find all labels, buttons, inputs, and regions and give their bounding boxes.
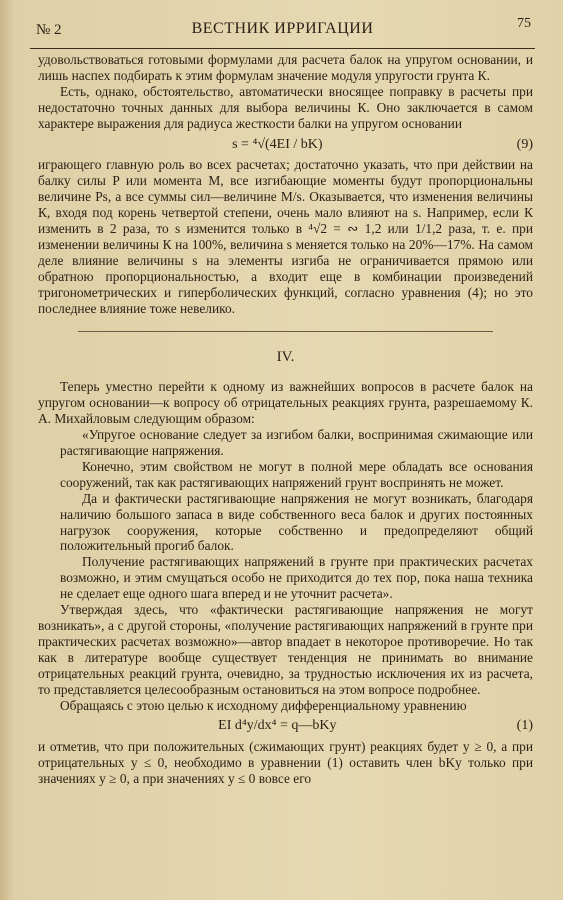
quote-paragraph: Да и фактически растягивающие напряжения не могут возникать, благодаря наличию большого запаса в виде собственного веса балок и других постоянных нагрузок сооружения, которые собственно и предопределяют общий положительный прогиб балок. — [60, 490, 533, 554]
paragraph: Теперь уместно перейти к одному из важнейших вопросов в расчете балок на упругом основании—к вопросу об отрицательных реакциях грунта, разрешаемому К. А. Михайловым следующим образом: — [38, 379, 533, 427]
paragraph: играющего главную роль во всех расчетах; достаточно указать, что при действии на балку силы P или момента M, все изгибающие моменты будут пропорциональны величине Ps, а все суммы сил—величине M/s. Оказывается, что изменения величины К, входя под корень четвертой степени, очень мало влияют на s. Например, если К изменить в 2 раза, то s изменится только в ⁴√2 = ∾ 1,2 или 1/1,2 раза, т. е. при изменении величины К на 100%, величина s меняется только на 20%—17%. На самом деле влияние величины s на элементы изгиба не ограничивается прямою или обратною пропорциональностью, а входит еще в комбинации произведений тригонометрических и гиперболических функций, согласно уравнения (4); но это последнее влияние тоже невелико. — [38, 157, 533, 316]
journal-title: ВЕСТНИК ИРРИГАЦИИ — [191, 20, 374, 37]
header-rule — [30, 48, 535, 49]
paragraph: Обращаясь с этою целью к исходному дифференциальному уравнению — [60, 697, 467, 713]
issue-number: № 2 — [36, 22, 62, 38]
quote-paragraph: Получение растягивающих напряжений в грунте при практических расчетах возможно, и этим смущаться особо не приходится до тех пор, пока наша техника не сделает еще одного шага вперед и не уточнит расчета». — [60, 554, 533, 602]
paragraph: удовольствоваться готовыми формулами для расчета балок на упругом основании, и лишь наспех подбирать к этим формулам значение модуля упругости грунта К. — [38, 52, 533, 83]
quote-paragraph: «Упругое основание следует за изгибом балки, воспринимая сжимающие или растягивающие напряжения. — [60, 427, 533, 459]
formula-number: (1) — [516, 718, 533, 734]
paragraph: Утверждая здесь, что «фактически растягивающие напряжения не могут возникать», а с другой стороны, «получение растягивающих напряжений в грунте при практических расчетах возможно»—автор впадает в некоторое противоречие. Но так как в литературе вообще существует тенденция не принимать во внимание отрицательных реакций грунта, очевидно, за трудностью исключения их из расчета, то представляется целесообразным остановиться на этом вопросе подробнее. — [38, 602, 533, 697]
page-number: 75 — [517, 16, 531, 31]
paragraph: и отметив, что при положительных (сжимающих грунт) реакциях будет y ≥ 0, а при отрицательных y ≤ 0, необходимо в уравнении (1) оставить член bKy только при значениях y ≥ 0, а при значениях y ≤ 0 вовсе его — [38, 739, 533, 787]
quote-paragraph: Конечно, этим свойством не могут в полной мере обладать все основания сооружений, так как растягивающих напряжений грунт воспринять не может. — [60, 458, 533, 490]
section-heading: IV. — [276, 348, 295, 365]
page-header — [30, 12, 535, 40]
formula-1 — [38, 718, 533, 734]
formula-9 — [38, 137, 533, 153]
article-body — [38, 52, 533, 787]
paragraph: Есть, однако, обстоятельство, автоматически вносящее поправку в расчеты при недостаточно точных данных для выбора величины К. Оно заключается в самом характере выражения для радиуса жесткости балки на упругом основании — [38, 83, 533, 131]
formula-expression: s = ⁴√(4EI / bK) — [232, 136, 323, 152]
formula-number: (9) — [516, 136, 533, 152]
section-divider — [78, 331, 493, 332]
formula-expression: EI d⁴y/dx⁴ = q—bKy — [218, 718, 337, 734]
